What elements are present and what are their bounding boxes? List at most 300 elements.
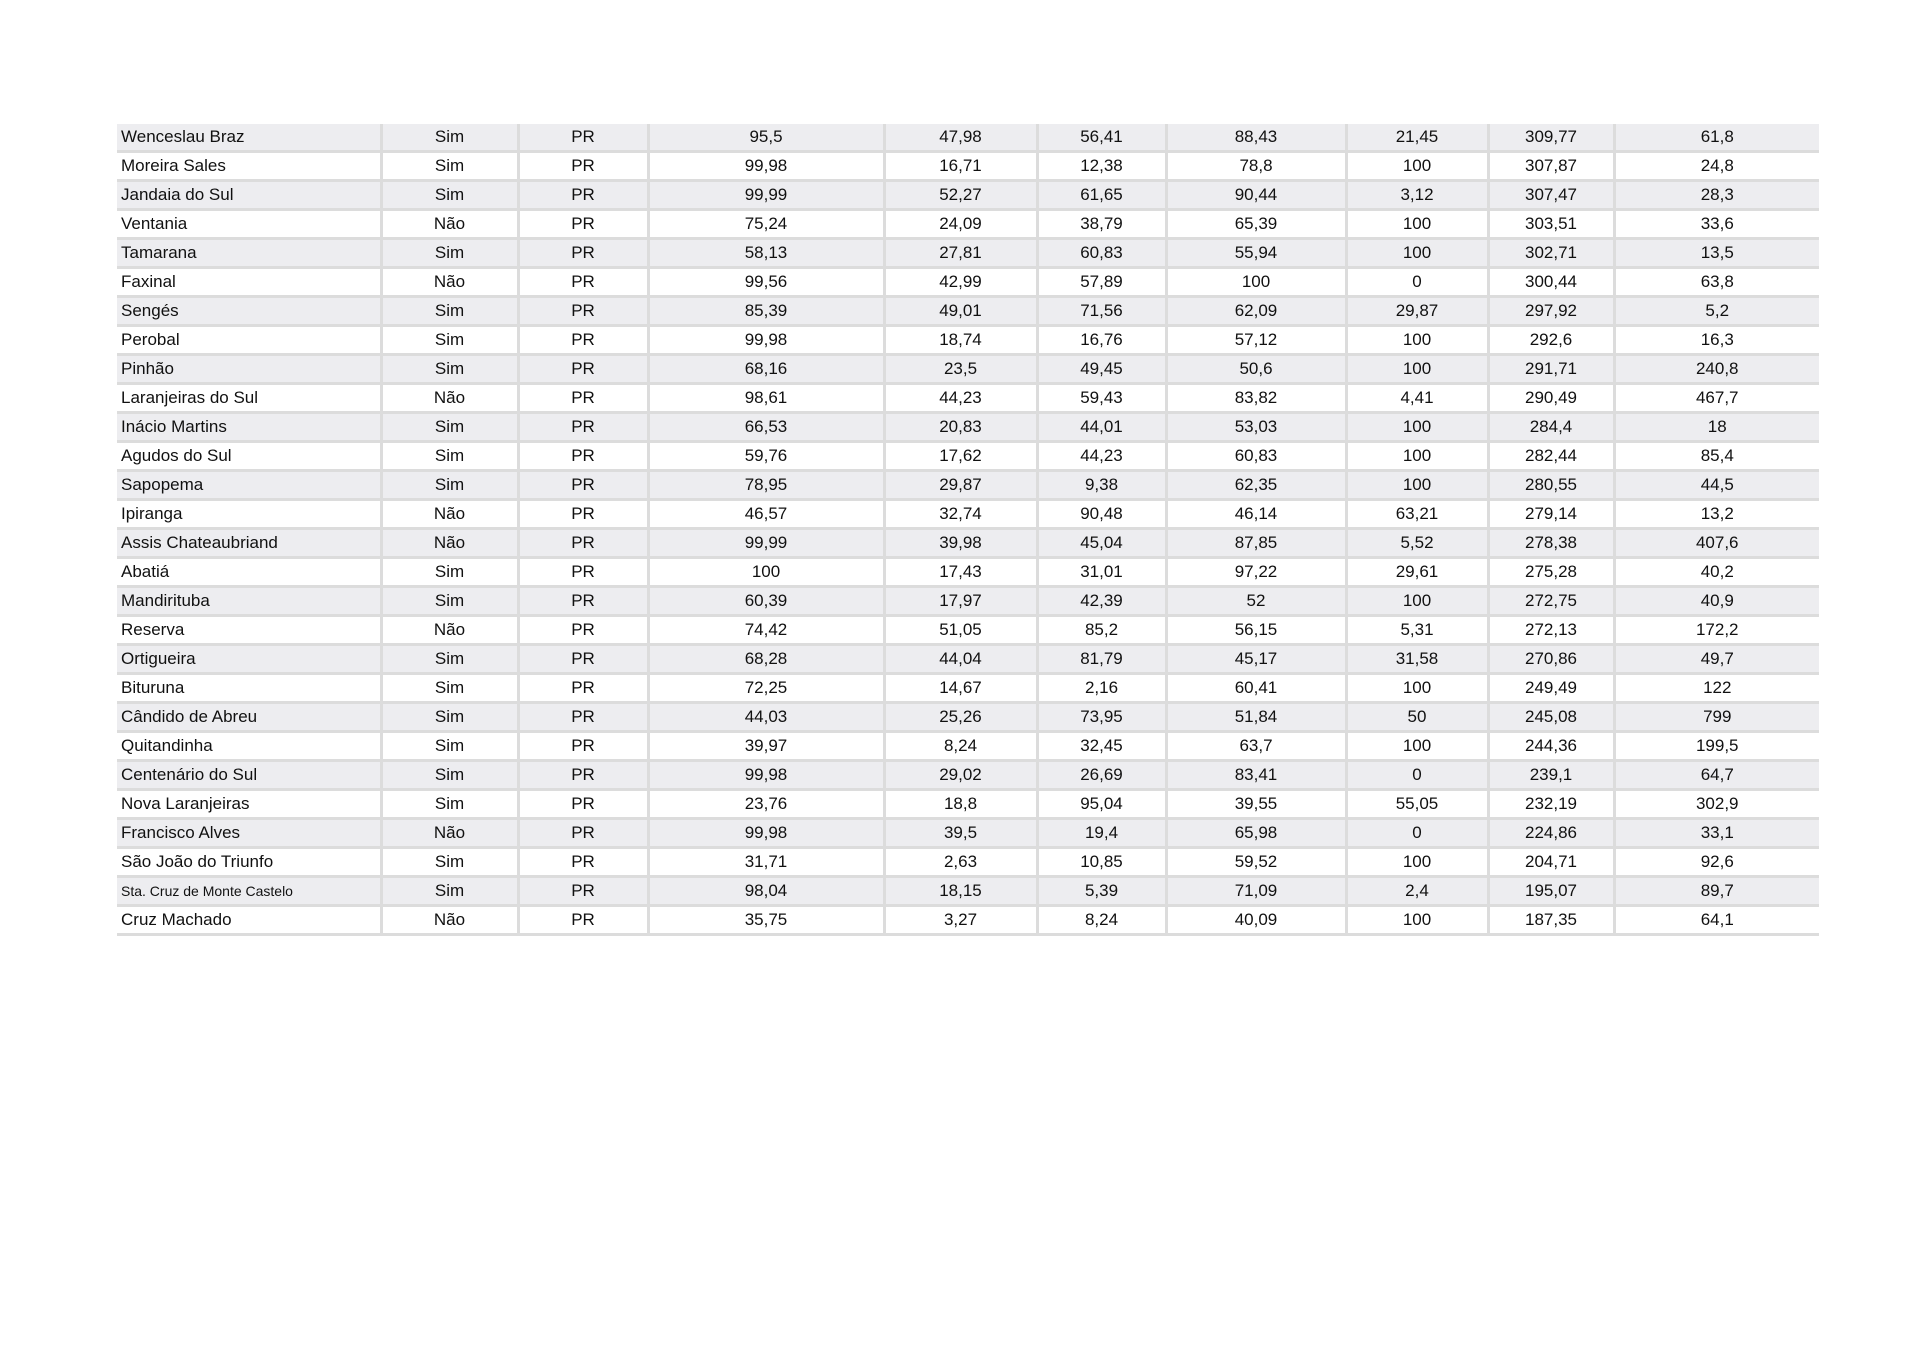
table-row (117, 848, 1819, 877)
value-cell-1: 78,95 (648, 471, 884, 500)
flag-cell: Não (381, 819, 518, 848)
state-cell: PR (518, 645, 648, 674)
value-cell-1: 100 (648, 558, 884, 587)
municipality-name-cell: Ventania (117, 210, 381, 239)
table-row (117, 239, 1819, 268)
value-cell-2: 25,26 (884, 703, 1037, 732)
value-cell-2: 16,71 (884, 152, 1037, 181)
value-cell-4: 40,09 (1166, 906, 1346, 935)
flag-cell: Não (381, 616, 518, 645)
value-cell-5: 100 (1346, 674, 1488, 703)
municipality-name-cell: Sta. Cruz de Monte Castelo (117, 877, 381, 906)
value-cell-5: 50 (1346, 703, 1488, 732)
value-cell-7: 302,9 (1614, 790, 1819, 819)
flag-cell: Sim (381, 442, 518, 471)
value-cell-3: 71,56 (1037, 297, 1166, 326)
value-cell-5: 100 (1346, 471, 1488, 500)
value-cell-3: 49,45 (1037, 355, 1166, 384)
value-cell-3: 45,04 (1037, 529, 1166, 558)
flag-cell: Sim (381, 790, 518, 819)
value-cell-4: 87,85 (1166, 529, 1346, 558)
value-cell-3: 12,38 (1037, 152, 1166, 181)
municipality-name-cell: Cândido de Abreu (117, 703, 381, 732)
table-row (117, 297, 1819, 326)
table-row (117, 761, 1819, 790)
value-cell-7: 13,5 (1614, 239, 1819, 268)
state-cell: PR (518, 674, 648, 703)
municipality-name-cell: Assis Chateaubriand (117, 529, 381, 558)
flag-cell: Sim (381, 674, 518, 703)
value-cell-6: 291,71 (1488, 355, 1614, 384)
table-row (117, 181, 1819, 210)
value-cell-5: 29,61 (1346, 558, 1488, 587)
table-row (117, 587, 1819, 616)
state-cell: PR (518, 558, 648, 587)
value-cell-1: 39,97 (648, 732, 884, 761)
value-cell-7: 92,6 (1614, 848, 1819, 877)
value-cell-1: 99,99 (648, 529, 884, 558)
state-cell: PR (518, 413, 648, 442)
value-cell-7: 85,4 (1614, 442, 1819, 471)
value-cell-6: 224,86 (1488, 819, 1614, 848)
value-cell-4: 45,17 (1166, 645, 1346, 674)
state-cell: PR (518, 848, 648, 877)
flag-cell: Sim (381, 877, 518, 906)
value-cell-5: 5,31 (1346, 616, 1488, 645)
value-cell-2: 29,02 (884, 761, 1037, 790)
value-cell-3: 57,89 (1037, 268, 1166, 297)
value-cell-1: 59,76 (648, 442, 884, 471)
value-cell-7: 799 (1614, 703, 1819, 732)
municipality-name-cell: Bituruna (117, 674, 381, 703)
table-row (117, 906, 1819, 935)
value-cell-1: 68,28 (648, 645, 884, 674)
flag-cell: Não (381, 268, 518, 297)
state-cell: PR (518, 732, 648, 761)
value-cell-2: 17,97 (884, 587, 1037, 616)
value-cell-1: 68,16 (648, 355, 884, 384)
flag-cell: Não (381, 500, 518, 529)
value-cell-5: 0 (1346, 761, 1488, 790)
flag-cell: Sim (381, 355, 518, 384)
municipality-name-cell: Mandirituba (117, 587, 381, 616)
state-cell: PR (518, 355, 648, 384)
flag-cell: Sim (381, 732, 518, 761)
value-cell-3: 56,41 (1037, 124, 1166, 152)
value-cell-5: 4,41 (1346, 384, 1488, 413)
value-cell-6: 280,55 (1488, 471, 1614, 500)
value-cell-2: 18,15 (884, 877, 1037, 906)
state-cell: PR (518, 152, 648, 181)
value-cell-6: 292,6 (1488, 326, 1614, 355)
value-cell-6: 275,28 (1488, 558, 1614, 587)
value-cell-1: 98,04 (648, 877, 884, 906)
value-cell-1: 98,61 (648, 384, 884, 413)
value-cell-3: 85,2 (1037, 616, 1166, 645)
value-cell-3: 42,39 (1037, 587, 1166, 616)
value-cell-7: 33,6 (1614, 210, 1819, 239)
value-cell-6: 270,86 (1488, 645, 1614, 674)
value-cell-4: 63,7 (1166, 732, 1346, 761)
table-row (117, 558, 1819, 587)
value-cell-2: 17,62 (884, 442, 1037, 471)
value-cell-4: 65,98 (1166, 819, 1346, 848)
value-cell-4: 57,12 (1166, 326, 1346, 355)
value-cell-5: 2,4 (1346, 877, 1488, 906)
value-cell-6: 187,35 (1488, 906, 1614, 935)
value-cell-1: 66,53 (648, 413, 884, 442)
value-cell-1: 31,71 (648, 848, 884, 877)
value-cell-7: 18 (1614, 413, 1819, 442)
value-cell-7: 467,7 (1614, 384, 1819, 413)
value-cell-3: 73,95 (1037, 703, 1166, 732)
table-row (117, 877, 1819, 906)
value-cell-4: 62,35 (1166, 471, 1346, 500)
table-row (117, 674, 1819, 703)
municipality-name-cell: Abatiá (117, 558, 381, 587)
value-cell-3: 32,45 (1037, 732, 1166, 761)
value-cell-4: 62,09 (1166, 297, 1346, 326)
state-cell: PR (518, 703, 648, 732)
table-row (117, 471, 1819, 500)
table-row (117, 732, 1819, 761)
flag-cell: Sim (381, 326, 518, 355)
value-cell-7: 24,8 (1614, 152, 1819, 181)
value-cell-5: 100 (1346, 210, 1488, 239)
value-cell-2: 52,27 (884, 181, 1037, 210)
value-cell-5: 100 (1346, 355, 1488, 384)
municipality-name-cell: Ipiranga (117, 500, 381, 529)
value-cell-4: 78,8 (1166, 152, 1346, 181)
value-cell-6: 279,14 (1488, 500, 1614, 529)
value-cell-2: 8,24 (884, 732, 1037, 761)
table-row (117, 703, 1819, 732)
state-cell: PR (518, 210, 648, 239)
table-row (117, 500, 1819, 529)
value-cell-6: 249,49 (1488, 674, 1614, 703)
municipality-name-cell: Agudos do Sul (117, 442, 381, 471)
municipality-name-cell: Cruz Machado (117, 906, 381, 935)
value-cell-5: 55,05 (1346, 790, 1488, 819)
value-cell-6: 239,1 (1488, 761, 1614, 790)
state-cell: PR (518, 326, 648, 355)
value-cell-6: 307,47 (1488, 181, 1614, 210)
value-cell-4: 55,94 (1166, 239, 1346, 268)
value-cell-6: 307,87 (1488, 152, 1614, 181)
value-cell-3: 5,39 (1037, 877, 1166, 906)
value-cell-2: 27,81 (884, 239, 1037, 268)
value-cell-2: 29,87 (884, 471, 1037, 500)
value-cell-1: 35,75 (648, 906, 884, 935)
value-cell-7: 172,2 (1614, 616, 1819, 645)
value-cell-4: 88,43 (1166, 124, 1346, 152)
value-cell-1: 99,56 (648, 268, 884, 297)
value-cell-5: 100 (1346, 906, 1488, 935)
value-cell-2: 44,04 (884, 645, 1037, 674)
value-cell-5: 0 (1346, 268, 1488, 297)
value-cell-3: 81,79 (1037, 645, 1166, 674)
value-cell-1: 44,03 (648, 703, 884, 732)
value-cell-7: 407,6 (1614, 529, 1819, 558)
municipality-table (117, 124, 1819, 936)
value-cell-6: 297,92 (1488, 297, 1614, 326)
state-cell: PR (518, 819, 648, 848)
flag-cell: Sim (381, 761, 518, 790)
value-cell-7: 199,5 (1614, 732, 1819, 761)
value-cell-1: 72,25 (648, 674, 884, 703)
municipality-name-cell: Francisco Alves (117, 819, 381, 848)
value-cell-7: 89,7 (1614, 877, 1819, 906)
municipality-name-cell: Pinhão (117, 355, 381, 384)
value-cell-4: 50,6 (1166, 355, 1346, 384)
value-cell-6: 204,71 (1488, 848, 1614, 877)
value-cell-5: 100 (1346, 848, 1488, 877)
flag-cell: Sim (381, 152, 518, 181)
value-cell-4: 97,22 (1166, 558, 1346, 587)
table-row (117, 790, 1819, 819)
municipality-name-cell: Reserva (117, 616, 381, 645)
value-cell-7: 40,9 (1614, 587, 1819, 616)
value-cell-6: 232,19 (1488, 790, 1614, 819)
value-cell-7: 33,1 (1614, 819, 1819, 848)
flag-cell: Sim (381, 848, 518, 877)
municipality-name-cell: Perobal (117, 326, 381, 355)
value-cell-6: 282,44 (1488, 442, 1614, 471)
table-row (117, 616, 1819, 645)
state-cell: PR (518, 529, 648, 558)
value-cell-7: 122 (1614, 674, 1819, 703)
value-cell-2: 17,43 (884, 558, 1037, 587)
value-cell-7: 16,3 (1614, 326, 1819, 355)
value-cell-2: 32,74 (884, 500, 1037, 529)
value-cell-1: 46,57 (648, 500, 884, 529)
table-row (117, 442, 1819, 471)
value-cell-5: 100 (1346, 413, 1488, 442)
value-cell-1: 74,42 (648, 616, 884, 645)
value-cell-3: 2,16 (1037, 674, 1166, 703)
value-cell-2: 23,5 (884, 355, 1037, 384)
value-cell-2: 51,05 (884, 616, 1037, 645)
value-cell-5: 29,87 (1346, 297, 1488, 326)
value-cell-4: 39,55 (1166, 790, 1346, 819)
value-cell-4: 60,83 (1166, 442, 1346, 471)
table-row (117, 645, 1819, 674)
value-cell-7: 61,8 (1614, 124, 1819, 152)
municipality-name-cell: Inácio Martins (117, 413, 381, 442)
value-cell-1: 75,24 (648, 210, 884, 239)
value-cell-3: 9,38 (1037, 471, 1166, 500)
municipality-name-cell: Tamarana (117, 239, 381, 268)
flag-cell: Sim (381, 181, 518, 210)
value-cell-7: 40,2 (1614, 558, 1819, 587)
value-cell-5: 100 (1346, 239, 1488, 268)
table-row (117, 529, 1819, 558)
value-cell-2: 18,74 (884, 326, 1037, 355)
value-cell-6: 284,4 (1488, 413, 1614, 442)
municipality-name-cell: Moreira Sales (117, 152, 381, 181)
municipality-name-cell: Centenário do Sul (117, 761, 381, 790)
municipality-name-cell: Jandaia do Sul (117, 181, 381, 210)
value-cell-3: 26,69 (1037, 761, 1166, 790)
value-cell-5: 100 (1346, 326, 1488, 355)
value-cell-3: 60,83 (1037, 239, 1166, 268)
flag-cell: Sim (381, 239, 518, 268)
flag-cell: Sim (381, 124, 518, 152)
value-cell-5: 31,58 (1346, 645, 1488, 674)
value-cell-6: 309,77 (1488, 124, 1614, 152)
value-cell-4: 56,15 (1166, 616, 1346, 645)
table-row (117, 210, 1819, 239)
value-cell-7: 28,3 (1614, 181, 1819, 210)
value-cell-4: 83,82 (1166, 384, 1346, 413)
table-row (117, 384, 1819, 413)
value-cell-1: 85,39 (648, 297, 884, 326)
table-row (117, 152, 1819, 181)
value-cell-6: 278,38 (1488, 529, 1614, 558)
value-cell-3: 44,23 (1037, 442, 1166, 471)
value-cell-5: 21,45 (1346, 124, 1488, 152)
table-row (117, 124, 1819, 152)
municipality-name-cell: Laranjeiras do Sul (117, 384, 381, 413)
state-cell: PR (518, 471, 648, 500)
value-cell-1: 99,98 (648, 326, 884, 355)
value-cell-4: 100 (1166, 268, 1346, 297)
value-cell-4: 90,44 (1166, 181, 1346, 210)
municipality-name-cell: Sengés (117, 297, 381, 326)
value-cell-4: 52 (1166, 587, 1346, 616)
table-row (117, 326, 1819, 355)
value-cell-2: 47,98 (884, 124, 1037, 152)
value-cell-2: 39,98 (884, 529, 1037, 558)
value-cell-1: 60,39 (648, 587, 884, 616)
value-cell-1: 23,76 (648, 790, 884, 819)
municipality-name-cell: Quitandinha (117, 732, 381, 761)
flag-cell: Sim (381, 703, 518, 732)
value-cell-1: 99,98 (648, 152, 884, 181)
value-cell-7: 5,2 (1614, 297, 1819, 326)
value-cell-3: 61,65 (1037, 181, 1166, 210)
value-cell-3: 44,01 (1037, 413, 1166, 442)
value-cell-4: 71,09 (1166, 877, 1346, 906)
municipality-name-cell: Faxinal (117, 268, 381, 297)
value-cell-2: 3,27 (884, 906, 1037, 935)
table-row (117, 819, 1819, 848)
value-cell-3: 8,24 (1037, 906, 1166, 935)
value-cell-6: 195,07 (1488, 877, 1614, 906)
table-row (117, 413, 1819, 442)
flag-cell: Não (381, 384, 518, 413)
state-cell: PR (518, 761, 648, 790)
flag-cell: Não (381, 210, 518, 239)
state-cell: PR (518, 500, 648, 529)
value-cell-6: 245,08 (1488, 703, 1614, 732)
value-cell-7: 63,8 (1614, 268, 1819, 297)
value-cell-2: 2,63 (884, 848, 1037, 877)
value-cell-7: 64,1 (1614, 906, 1819, 935)
value-cell-5: 0 (1346, 819, 1488, 848)
spreadsheet-page (117, 124, 1819, 936)
value-cell-4: 83,41 (1166, 761, 1346, 790)
value-cell-2: 44,23 (884, 384, 1037, 413)
value-cell-7: 49,7 (1614, 645, 1819, 674)
flag-cell: Sim (381, 587, 518, 616)
value-cell-3: 59,43 (1037, 384, 1166, 413)
value-cell-1: 99,99 (648, 181, 884, 210)
value-cell-7: 240,8 (1614, 355, 1819, 384)
state-cell: PR (518, 297, 648, 326)
value-cell-4: 46,14 (1166, 500, 1346, 529)
value-cell-3: 19,4 (1037, 819, 1166, 848)
value-cell-2: 14,67 (884, 674, 1037, 703)
value-cell-6: 272,13 (1488, 616, 1614, 645)
value-cell-4: 59,52 (1166, 848, 1346, 877)
state-cell: PR (518, 616, 648, 645)
flag-cell: Não (381, 906, 518, 935)
value-cell-3: 38,79 (1037, 210, 1166, 239)
state-cell: PR (518, 268, 648, 297)
value-cell-2: 39,5 (884, 819, 1037, 848)
value-cell-1: 99,98 (648, 761, 884, 790)
value-cell-3: 31,01 (1037, 558, 1166, 587)
value-cell-6: 244,36 (1488, 732, 1614, 761)
value-cell-6: 303,51 (1488, 210, 1614, 239)
flag-cell: Sim (381, 413, 518, 442)
state-cell: PR (518, 239, 648, 268)
value-cell-6: 300,44 (1488, 268, 1614, 297)
value-cell-6: 272,75 (1488, 587, 1614, 616)
value-cell-6: 290,49 (1488, 384, 1614, 413)
value-cell-2: 20,83 (884, 413, 1037, 442)
municipality-name-cell: Wenceslau Braz (117, 124, 381, 152)
value-cell-2: 49,01 (884, 297, 1037, 326)
state-cell: PR (518, 384, 648, 413)
value-cell-5: 100 (1346, 587, 1488, 616)
table-row (117, 268, 1819, 297)
value-cell-2: 24,09 (884, 210, 1037, 239)
value-cell-2: 42,99 (884, 268, 1037, 297)
state-cell: PR (518, 442, 648, 471)
value-cell-4: 53,03 (1166, 413, 1346, 442)
state-cell: PR (518, 124, 648, 152)
value-cell-4: 65,39 (1166, 210, 1346, 239)
state-cell: PR (518, 181, 648, 210)
value-cell-4: 60,41 (1166, 674, 1346, 703)
value-cell-7: 64,7 (1614, 761, 1819, 790)
state-cell: PR (518, 877, 648, 906)
value-cell-1: 58,13 (648, 239, 884, 268)
flag-cell: Não (381, 529, 518, 558)
value-cell-3: 16,76 (1037, 326, 1166, 355)
value-cell-1: 95,5 (648, 124, 884, 152)
value-cell-1: 99,98 (648, 819, 884, 848)
table-row (117, 355, 1819, 384)
value-cell-5: 100 (1346, 732, 1488, 761)
state-cell: PR (518, 587, 648, 616)
value-cell-6: 302,71 (1488, 239, 1614, 268)
flag-cell: Sim (381, 645, 518, 674)
municipality-name-cell: São João do Triunfo (117, 848, 381, 877)
state-cell: PR (518, 790, 648, 819)
value-cell-4: 51,84 (1166, 703, 1346, 732)
value-cell-5: 3,12 (1346, 181, 1488, 210)
value-cell-7: 44,5 (1614, 471, 1819, 500)
flag-cell: Sim (381, 471, 518, 500)
value-cell-2: 18,8 (884, 790, 1037, 819)
value-cell-5: 63,21 (1346, 500, 1488, 529)
state-cell: PR (518, 906, 648, 935)
value-cell-3: 90,48 (1037, 500, 1166, 529)
municipality-name-cell: Nova Laranjeiras (117, 790, 381, 819)
